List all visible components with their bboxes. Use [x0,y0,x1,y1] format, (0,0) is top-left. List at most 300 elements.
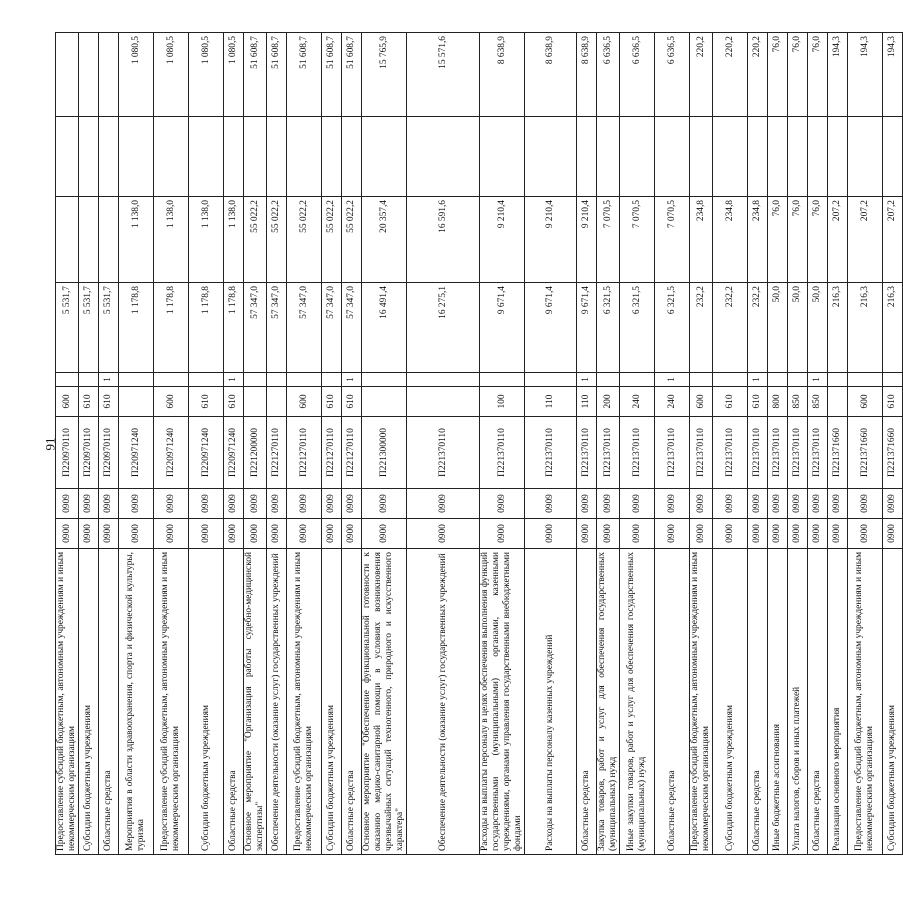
table-row [713,33,748,855]
amount-2: 234,8 [748,197,768,283]
amount-1: 57 347,0 [342,283,362,373]
budget-table-body [56,33,903,855]
amount-4: 76,0 [788,33,808,117]
amount-1: 57 347,0 [267,283,287,373]
expense-type: 610 [713,387,748,417]
table-row [287,33,322,855]
amount-2: 234,8 [690,197,713,283]
expense-type: 610 [79,387,99,417]
table-row [362,33,407,855]
amount-4: 15 765,9 [362,33,407,117]
amount-1: 57 347,0 [244,283,267,373]
amount-2: 207,2 [883,197,903,283]
row-name: Предоставление субсидий бюджетным, автономным учреждениям и иным некоммерческим организациям [154,549,189,855]
target-code: П221370110 [655,417,690,489]
section-code: 0909 [690,489,713,519]
amount-3 [690,117,713,197]
amount-4: 51 608,7 [267,33,287,117]
table-row [655,33,690,855]
amount-3 [713,117,748,197]
amount-1: 50,0 [768,283,788,373]
amount-2: 7 070,5 [597,197,620,283]
table-row [119,33,154,855]
funding-marker [287,373,322,387]
section-code: 0909 [119,489,154,519]
row-name: Обеспечение деятельности (оказание услуг) государственных учреждений [267,549,287,855]
amount-1: 50,0 [788,283,808,373]
amount-3 [99,117,119,197]
funding-marker: 1 [655,373,690,387]
ministry-code: 0900 [189,519,224,549]
amount-2: 9 210,4 [525,197,577,283]
amount-2: 9 210,4 [480,197,525,283]
ministry-code: 0900 [244,519,267,549]
expense-type: 240 [655,387,690,417]
funding-marker [883,373,903,387]
amount-2 [56,197,79,283]
section-code: 0909 [620,489,655,519]
amount-3 [154,117,189,197]
expense-type: 850 [788,387,808,417]
table-row [525,33,577,855]
amount-4: 51 608,7 [322,33,342,117]
expense-type: 600 [287,387,322,417]
funding-marker: 1 [224,373,244,387]
section-code: 0909 [224,489,244,519]
amount-4: 51 608,7 [244,33,267,117]
amount-4: 51 608,7 [287,33,322,117]
section-code: 0909 [99,489,119,519]
table-row [620,33,655,855]
target-code: П220971240 [224,417,244,489]
table-row [322,33,342,855]
expense-type [828,387,848,417]
expense-type: 600 [56,387,79,417]
table-row [788,33,808,855]
section-code: 0909 [597,489,620,519]
amount-2: 76,0 [788,197,808,283]
target-code: П221370110 [690,417,713,489]
table-row [154,33,189,855]
amount-4: 1 080,5 [154,33,189,117]
amount-4 [56,33,79,117]
ministry-code: 0900 [655,519,690,549]
amount-4: 8 638,9 [577,33,597,117]
amount-2: 9 210,4 [577,197,597,283]
table-row [99,33,119,855]
amount-3 [244,117,267,197]
amount-2: 16 591,6 [407,197,480,283]
amount-3 [189,117,224,197]
ministry-code: 0900 [620,519,655,549]
funding-marker [154,373,189,387]
amount-1: 216,3 [883,283,903,373]
expense-type: 600 [848,387,883,417]
expense-type [362,387,407,417]
ministry-code: 0900 [883,519,903,549]
target-code: П221200000 [244,417,267,489]
table-row [828,33,848,855]
section-code: 0909 [828,489,848,519]
amount-3 [525,117,577,197]
amount-1: 16 275,1 [407,283,480,373]
row-name: Областные средства [99,549,119,855]
section-code: 0909 [407,489,480,519]
amount-4: 194,3 [828,33,848,117]
expense-type: 800 [768,387,788,417]
amount-3 [480,117,525,197]
target-code: П221371660 [883,417,903,489]
target-code: П221370110 [577,417,597,489]
amount-1: 6 321,5 [620,283,655,373]
target-code: П221371660 [848,417,883,489]
table-row [189,33,224,855]
amount-2: 55 022,2 [287,197,322,283]
funding-marker [119,373,154,387]
budget-table [55,32,903,855]
amount-1: 5 531,7 [56,283,79,373]
amount-4: 220,2 [748,33,768,117]
target-code: П221371660 [828,417,848,489]
ministry-code: 0900 [525,519,577,549]
amount-1: 5 531,7 [79,283,99,373]
expense-type: 850 [808,387,828,417]
funding-marker [690,373,713,387]
amount-4: 194,3 [883,33,903,117]
amount-3 [56,117,79,197]
table-row [597,33,620,855]
funding-marker [848,373,883,387]
section-code: 0909 [788,489,808,519]
ministry-code: 0900 [407,519,480,549]
table-row [407,33,480,855]
target-code: П220971240 [189,417,224,489]
amount-4: 76,0 [808,33,828,117]
expense-type [119,387,154,417]
amount-3 [287,117,322,197]
amount-4: 220,2 [690,33,713,117]
row-name: Иные бюджетные ассигнования [768,549,788,855]
rotated-table-container [55,33,897,855]
amount-2: 207,2 [848,197,883,283]
amount-3 [342,117,362,197]
funding-marker: 1 [808,373,828,387]
amount-3 [79,117,99,197]
funding-marker [597,373,620,387]
amount-2: 55 022,2 [322,197,342,283]
target-code: П221370110 [768,417,788,489]
amount-1: 1 178,8 [189,283,224,373]
amount-4: 51 608,7 [342,33,362,117]
target-code: П221370110 [597,417,620,489]
amount-2: 7 070,5 [655,197,690,283]
amount-1: 216,3 [848,283,883,373]
row-name: Областные средства [577,549,597,855]
ministry-code: 0900 [788,519,808,549]
ministry-code: 0900 [808,519,828,549]
ministry-code: 0900 [768,519,788,549]
ministry-code: 0900 [480,519,525,549]
funding-marker: 1 [748,373,768,387]
section-code: 0909 [362,489,407,519]
funding-marker [828,373,848,387]
ministry-code: 0900 [224,519,244,549]
section-code: 0909 [287,489,322,519]
row-name: Предоставление субсидий бюджетным, автономным учреждениям и иным некоммерческим организациям [56,549,79,855]
target-code: П221370110 [808,417,828,489]
amount-3 [883,117,903,197]
amount-2: 7 070,5 [620,197,655,283]
row-name: Субсидии бюджетным учреждениям [79,549,99,855]
amount-4: 220,2 [713,33,748,117]
funding-marker [407,373,480,387]
amount-1: 5 531,7 [99,283,119,373]
target-code: П221370110 [525,417,577,489]
amount-4 [79,33,99,117]
target-code: П221300000 [362,417,407,489]
ministry-code: 0900 [848,519,883,549]
table-row [342,33,362,855]
amount-4: 15 571,6 [407,33,480,117]
row-name: Областные средства [808,549,828,855]
amount-3 [828,117,848,197]
amount-2: 55 022,2 [342,197,362,283]
expense-type: 600 [690,387,713,417]
section-code: 0909 [848,489,883,519]
amount-4: 6 636,5 [620,33,655,117]
amount-2: 55 022,2 [244,197,267,283]
funding-marker [768,373,788,387]
amount-1: 9 671,4 [525,283,577,373]
table-row [480,33,525,855]
amount-1: 232,2 [713,283,748,373]
expense-type: 610 [748,387,768,417]
row-name: Расходы на выплаты персоналу в целях обеспечения выполнения функций государственными (муниципальными) органами, казенными учреждениями, органами управления государственными внебюджетными фондами [480,549,525,855]
row-name: Мероприятия в области здравоохранения, спорта и физической культуры, туризма [119,549,154,855]
section-code: 0909 [56,489,79,519]
section-code: 0909 [577,489,597,519]
row-name: Расходы на выплаты персоналу казенных учреждений [525,549,577,855]
target-code: П221370110 [620,417,655,489]
target-code: П220971240 [154,417,189,489]
row-name: Областные средства [748,549,768,855]
ministry-code: 0900 [154,519,189,549]
expense-type: 600 [154,387,189,417]
table-row [748,33,768,855]
target-code: П221370110 [480,417,525,489]
expense-type: 610 [342,387,362,417]
row-name: Уплата налогов, сборов и иных платежей [788,549,808,855]
expense-type [244,387,267,417]
amount-2: 1 138,0 [224,197,244,283]
amount-2: 20 357,4 [362,197,407,283]
row-name: Реализация основного мероприятия [828,549,848,855]
amount-1: 9 671,4 [480,283,525,373]
section-code: 0909 [480,489,525,519]
row-name: Предоставление субсидий бюджетным, автономным учреждениям и иным некоммерческим организациям [287,549,322,855]
amount-3 [768,117,788,197]
funding-marker [362,373,407,387]
target-code: П220970110 [79,417,99,489]
section-code: 0909 [655,489,690,519]
funding-marker: 1 [577,373,597,387]
amount-4: 6 636,5 [597,33,620,117]
section-code: 0909 [525,489,577,519]
amount-4: 8 638,9 [525,33,577,117]
funding-marker [56,373,79,387]
row-name: Областные средства [655,549,690,855]
table-row [79,33,99,855]
amount-3 [655,117,690,197]
ministry-code: 0900 [748,519,768,549]
target-code: П221370110 [748,417,768,489]
table-row [883,33,903,855]
target-code: П221370110 [788,417,808,489]
expense-type: 100 [480,387,525,417]
amount-4: 76,0 [768,33,788,117]
row-name: Предоставление субсидий бюджетным, автономным учреждениям и иным некоммерческим организациям [690,549,713,855]
row-name: Областные средства [342,549,362,855]
funding-marker [788,373,808,387]
amount-1: 57 347,0 [322,283,342,373]
funding-marker [244,373,267,387]
section-code: 0909 [154,489,189,519]
amount-4: 1 080,5 [224,33,244,117]
funding-marker [525,373,577,387]
ministry-code: 0900 [342,519,362,549]
amount-4: 8 638,9 [480,33,525,117]
section-code: 0909 [808,489,828,519]
ministry-code: 0900 [267,519,287,549]
table-row [56,33,79,855]
row-name: Иные закупки товаров, работ и услуг для обеспечения государственных (муниципальных) нужд [620,549,655,855]
section-code: 0909 [748,489,768,519]
amount-2: 207,2 [828,197,848,283]
section-code: 0909 [322,489,342,519]
amount-3 [597,117,620,197]
row-name: Субсидии бюджетным учреждениям [322,549,342,855]
expense-type: 610 [883,387,903,417]
table-row [848,33,883,855]
amount-4: 194,3 [848,33,883,117]
amount-3 [788,117,808,197]
expense-type: 110 [577,387,597,417]
amount-3 [620,117,655,197]
expense-type: 200 [597,387,620,417]
amount-1: 6 321,5 [655,283,690,373]
funding-marker: 1 [99,373,119,387]
funding-marker: 1 [342,373,362,387]
ministry-code: 0900 [690,519,713,549]
amount-1: 1 178,8 [154,283,189,373]
amount-2: 76,0 [768,197,788,283]
ministry-code: 0900 [287,519,322,549]
amount-3 [119,117,154,197]
table-row [267,33,287,855]
amount-4: 6 636,5 [655,33,690,117]
amount-3 [808,117,828,197]
ministry-code: 0900 [99,519,119,549]
amount-3 [748,117,768,197]
section-code: 0909 [267,489,287,519]
ministry-code: 0900 [577,519,597,549]
amount-1: 16 491,4 [362,283,407,373]
amount-2 [79,197,99,283]
funding-marker [713,373,748,387]
amount-1: 6 321,5 [597,283,620,373]
table-row [244,33,267,855]
amount-1: 1 178,8 [224,283,244,373]
amount-1: 1 178,8 [119,283,154,373]
expense-type [267,387,287,417]
amount-3 [407,117,480,197]
table-row [808,33,828,855]
funding-marker [79,373,99,387]
ministry-code: 0900 [597,519,620,549]
row-name: Субсидии бюджетным учреждениям [713,549,748,855]
target-code: П221270110 [342,417,362,489]
amount-1: 232,2 [748,283,768,373]
amount-4: 1 080,5 [189,33,224,117]
section-code: 0909 [244,489,267,519]
funding-marker [267,373,287,387]
amount-3 [224,117,244,197]
funding-marker [322,373,342,387]
ministry-code: 0900 [56,519,79,549]
funding-marker [620,373,655,387]
table-row [224,33,244,855]
amount-3 [577,117,597,197]
row-name: Закупка товаров, работ и услуг для обеспечения государственных (муниципальных) нужд [597,549,620,855]
expense-type: 610 [322,387,342,417]
amount-2: 1 138,0 [119,197,154,283]
row-name: Субсидии бюджетным учреждениям [189,549,224,855]
table-row [577,33,597,855]
ministry-code: 0900 [119,519,154,549]
expense-type [407,387,480,417]
amount-3 [267,117,287,197]
amount-1: 57 347,0 [287,283,322,373]
amount-1: 232,2 [690,283,713,373]
ministry-code: 0900 [362,519,407,549]
table-row [768,33,788,855]
expense-type: 240 [620,387,655,417]
section-code: 0909 [883,489,903,519]
section-code: 0909 [713,489,748,519]
row-name: Обеспечение деятельности (оказание услуг) государственных учреждений [407,549,480,855]
funding-marker [480,373,525,387]
amount-3 [848,117,883,197]
page-number: 91 [42,437,58,451]
section-code: 0909 [189,489,224,519]
target-code: П221270110 [287,417,322,489]
section-code: 0909 [342,489,362,519]
target-code: П220971240 [119,417,154,489]
ministry-code: 0900 [713,519,748,549]
amount-2: 1 138,0 [154,197,189,283]
section-code: 0909 [79,489,99,519]
expense-type: 610 [189,387,224,417]
amount-2: 1 138,0 [189,197,224,283]
amount-4 [99,33,119,117]
funding-marker [189,373,224,387]
ministry-code: 0900 [322,519,342,549]
row-name: Областные средства [224,549,244,855]
row-name: Основное мероприятие "Обеспечение функциональной готовности к оказанию медико-санитарной помощи в условиях возникновения чрезвычайных ситуаций техногенного, природного и искусственного характера" [362,549,407,855]
expense-type: 610 [99,387,119,417]
amount-1: 50,0 [808,283,828,373]
expense-type: 110 [525,387,577,417]
